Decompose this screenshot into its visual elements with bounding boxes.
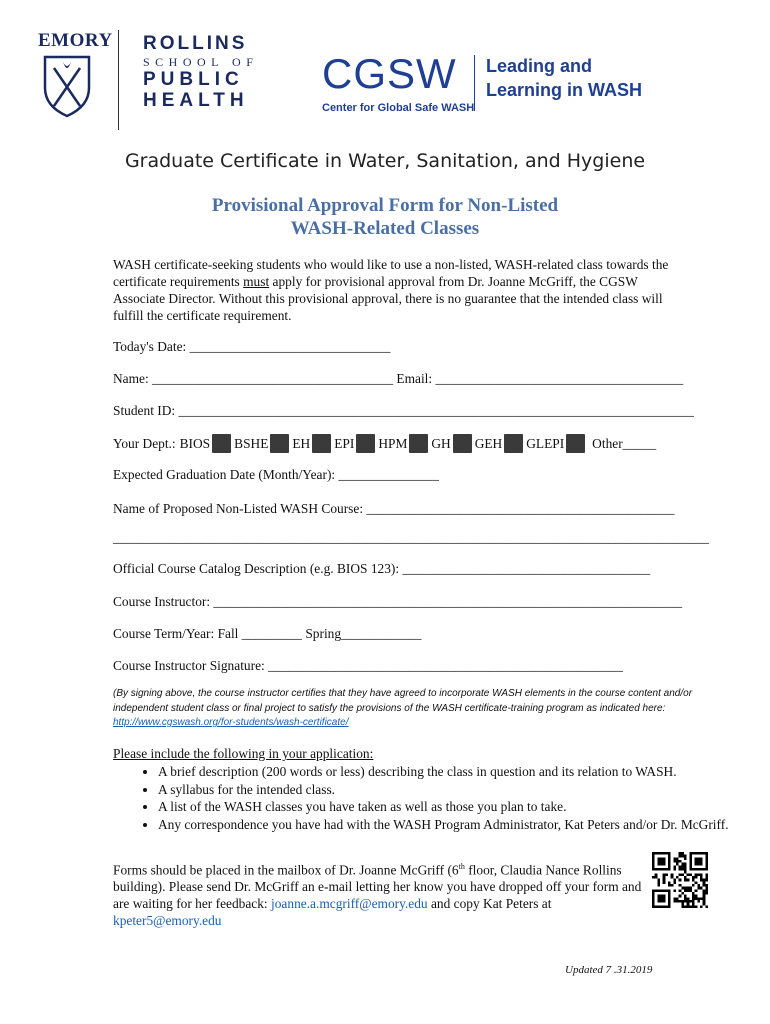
department-label: Your Dept.: (113, 435, 176, 451)
cgsw-logo-text: CGSW (322, 50, 457, 97)
dept-option-hpm[interactable] (378, 434, 431, 453)
term-year-field[interactable]: Course Term/Year: Fall _________ Spring____________ (113, 626, 422, 641)
dept-checkbox[interactable] (212, 434, 231, 453)
dept-option-label: BSHE (234, 435, 269, 451)
note-superscript: th (458, 862, 465, 871)
certificate-link[interactable]: http://www.cgswash.org/for-students/wash-certificate/ (113, 717, 349, 728)
note-text: Forms should be placed in the mailbox of Dr. Joanne McGriff (6 (113, 862, 459, 878)
submission-instructions (113, 858, 643, 929)
department-row (113, 434, 656, 453)
course-name-field-continued[interactable]: _________________________________________________________________________________________ (113, 530, 709, 545)
dept-option-bios[interactable] (180, 434, 235, 453)
dept-option-label: GH (431, 435, 451, 451)
form-title: WASH-Related Classes (290, 218, 480, 239)
dept-option-eh[interactable] (292, 434, 334, 453)
cgsw-divider (474, 55, 475, 111)
rollins-line: ROLLINS (143, 33, 248, 54)
page-title: Graduate Certificate in Water, Sanitation, and Hygiene (124, 150, 646, 172)
dept-option-gh[interactable] (431, 434, 474, 453)
course-name-field[interactable]: Name of Proposed Non-Listed WASH Course: ______________________________________________ (113, 501, 675, 516)
note-text: and copy Kat Peters at (427, 896, 552, 912)
dept-option-epi[interactable] (334, 434, 378, 453)
instructor-signature-field[interactable]: Course Instructor Signature: _____________________________________________________ (113, 658, 623, 673)
dept-option-geh[interactable] (475, 434, 527, 453)
signature-disclaimer (113, 687, 703, 731)
logo-divider (118, 30, 119, 130)
list-item: • A list of the WASH classes you have taken as well as those you plan to take. (158, 798, 758, 816)
include-list (113, 763, 758, 833)
dept-checkbox[interactable] (312, 434, 331, 453)
rollins-line: PUBLIC (143, 69, 244, 90)
dept-checkbox[interactable] (356, 434, 375, 453)
list-item: • A brief description (200 words or less) describing the class in question and its relation to WASH. (158, 763, 758, 781)
peters-email-link[interactable]: kpeter5@emory.edu (113, 913, 222, 929)
dept-checkbox[interactable] (504, 434, 523, 453)
dept-checkbox[interactable] (409, 434, 428, 453)
emory-logo-text: EMORY (38, 30, 113, 51)
dept-checkbox[interactable] (566, 434, 585, 453)
dept-checkbox[interactable] (453, 434, 472, 453)
qr-code-icon[interactable] (652, 852, 708, 908)
list-item: • Any correspondence you have had with the WASH Program Administrator, Kat Peters and/or Dr. McGriff. (158, 816, 758, 834)
form-title: Provisional Approval Form for Non-Listed (211, 195, 559, 216)
intro-text: apply for provisional approval from Dr. Joanne McGriff, the CGSW Associate Director. Without this provisional approval, there is no guarantee that the intended class will fulfill the certificate requirement. (113, 274, 663, 323)
dept-option-label: HPM (378, 435, 408, 451)
intro-paragraph (113, 256, 683, 324)
dept-option-bshe[interactable] (234, 434, 292, 453)
date-field[interactable]: Today's Date: ______________________________ (113, 339, 391, 354)
dept-option-label: BIOS (179, 435, 211, 451)
note-text: floor, Claudia Nance Rollins building). Please send Dr. McGriff an e-mail letting her know you have dropped off your form and are waiting for her feedback: (113, 862, 642, 912)
intro-emphasis: must (243, 274, 270, 289)
updated-date: Updated 7 .31.2019 (565, 964, 653, 976)
dept-option-glepi[interactable] (526, 434, 588, 453)
rollins-line: HEALTH (143, 90, 249, 111)
name-email-field[interactable]: Name: ____________________________________ Email: _____________________________________ (113, 371, 684, 386)
student-id-field[interactable]: Student ID: _____________________________________________________________________________ (113, 403, 695, 418)
disclaimer-text: (By signing above, the course instructor certifies that they have agreed to incorporate WASH elements in the course content and/or independent student class or final project to satisfy the provisions of the WASH certificate-training program as indicated here: (113, 688, 693, 714)
cgsw-subtitle: Center for Global Safe WASH (322, 102, 475, 114)
graduation-date-field[interactable]: Expected Graduation Date (Month/Year): _______________ (113, 467, 439, 482)
include-heading: Please include the following in your application: (113, 746, 374, 761)
dept-option-other[interactable]: Other_____ (592, 435, 657, 451)
dept-option-label: GLEPI (526, 435, 565, 451)
list-item: • A syllabus for the intended class. (158, 781, 758, 799)
mcgriff-email-link[interactable]: joanne.a.mcgriff@emory.edu (271, 896, 428, 912)
dept-checkbox[interactable] (270, 434, 289, 453)
rollins-line: SCHOOL OF (143, 55, 259, 69)
dept-option-label: GEH (474, 435, 503, 451)
dept-option-label: EPI (334, 435, 355, 451)
cgsw-tagline: Leading and (486, 56, 593, 76)
emory-shield-icon (42, 54, 92, 118)
cgsw-tagline: Learning in WASH (486, 80, 643, 100)
intro-text: WASH certificate-seeking students who would like to use a non-listed, WASH-related class towards the certificate requirements (113, 257, 669, 289)
instructor-field[interactable]: Course Instructor: ______________________________________________________________________ (113, 594, 683, 609)
dept-option-label: EH (292, 435, 311, 451)
catalog-description-field[interactable]: Official Course Catalog Description (e.g. BIOS 123): _____________________________________ (113, 561, 651, 576)
